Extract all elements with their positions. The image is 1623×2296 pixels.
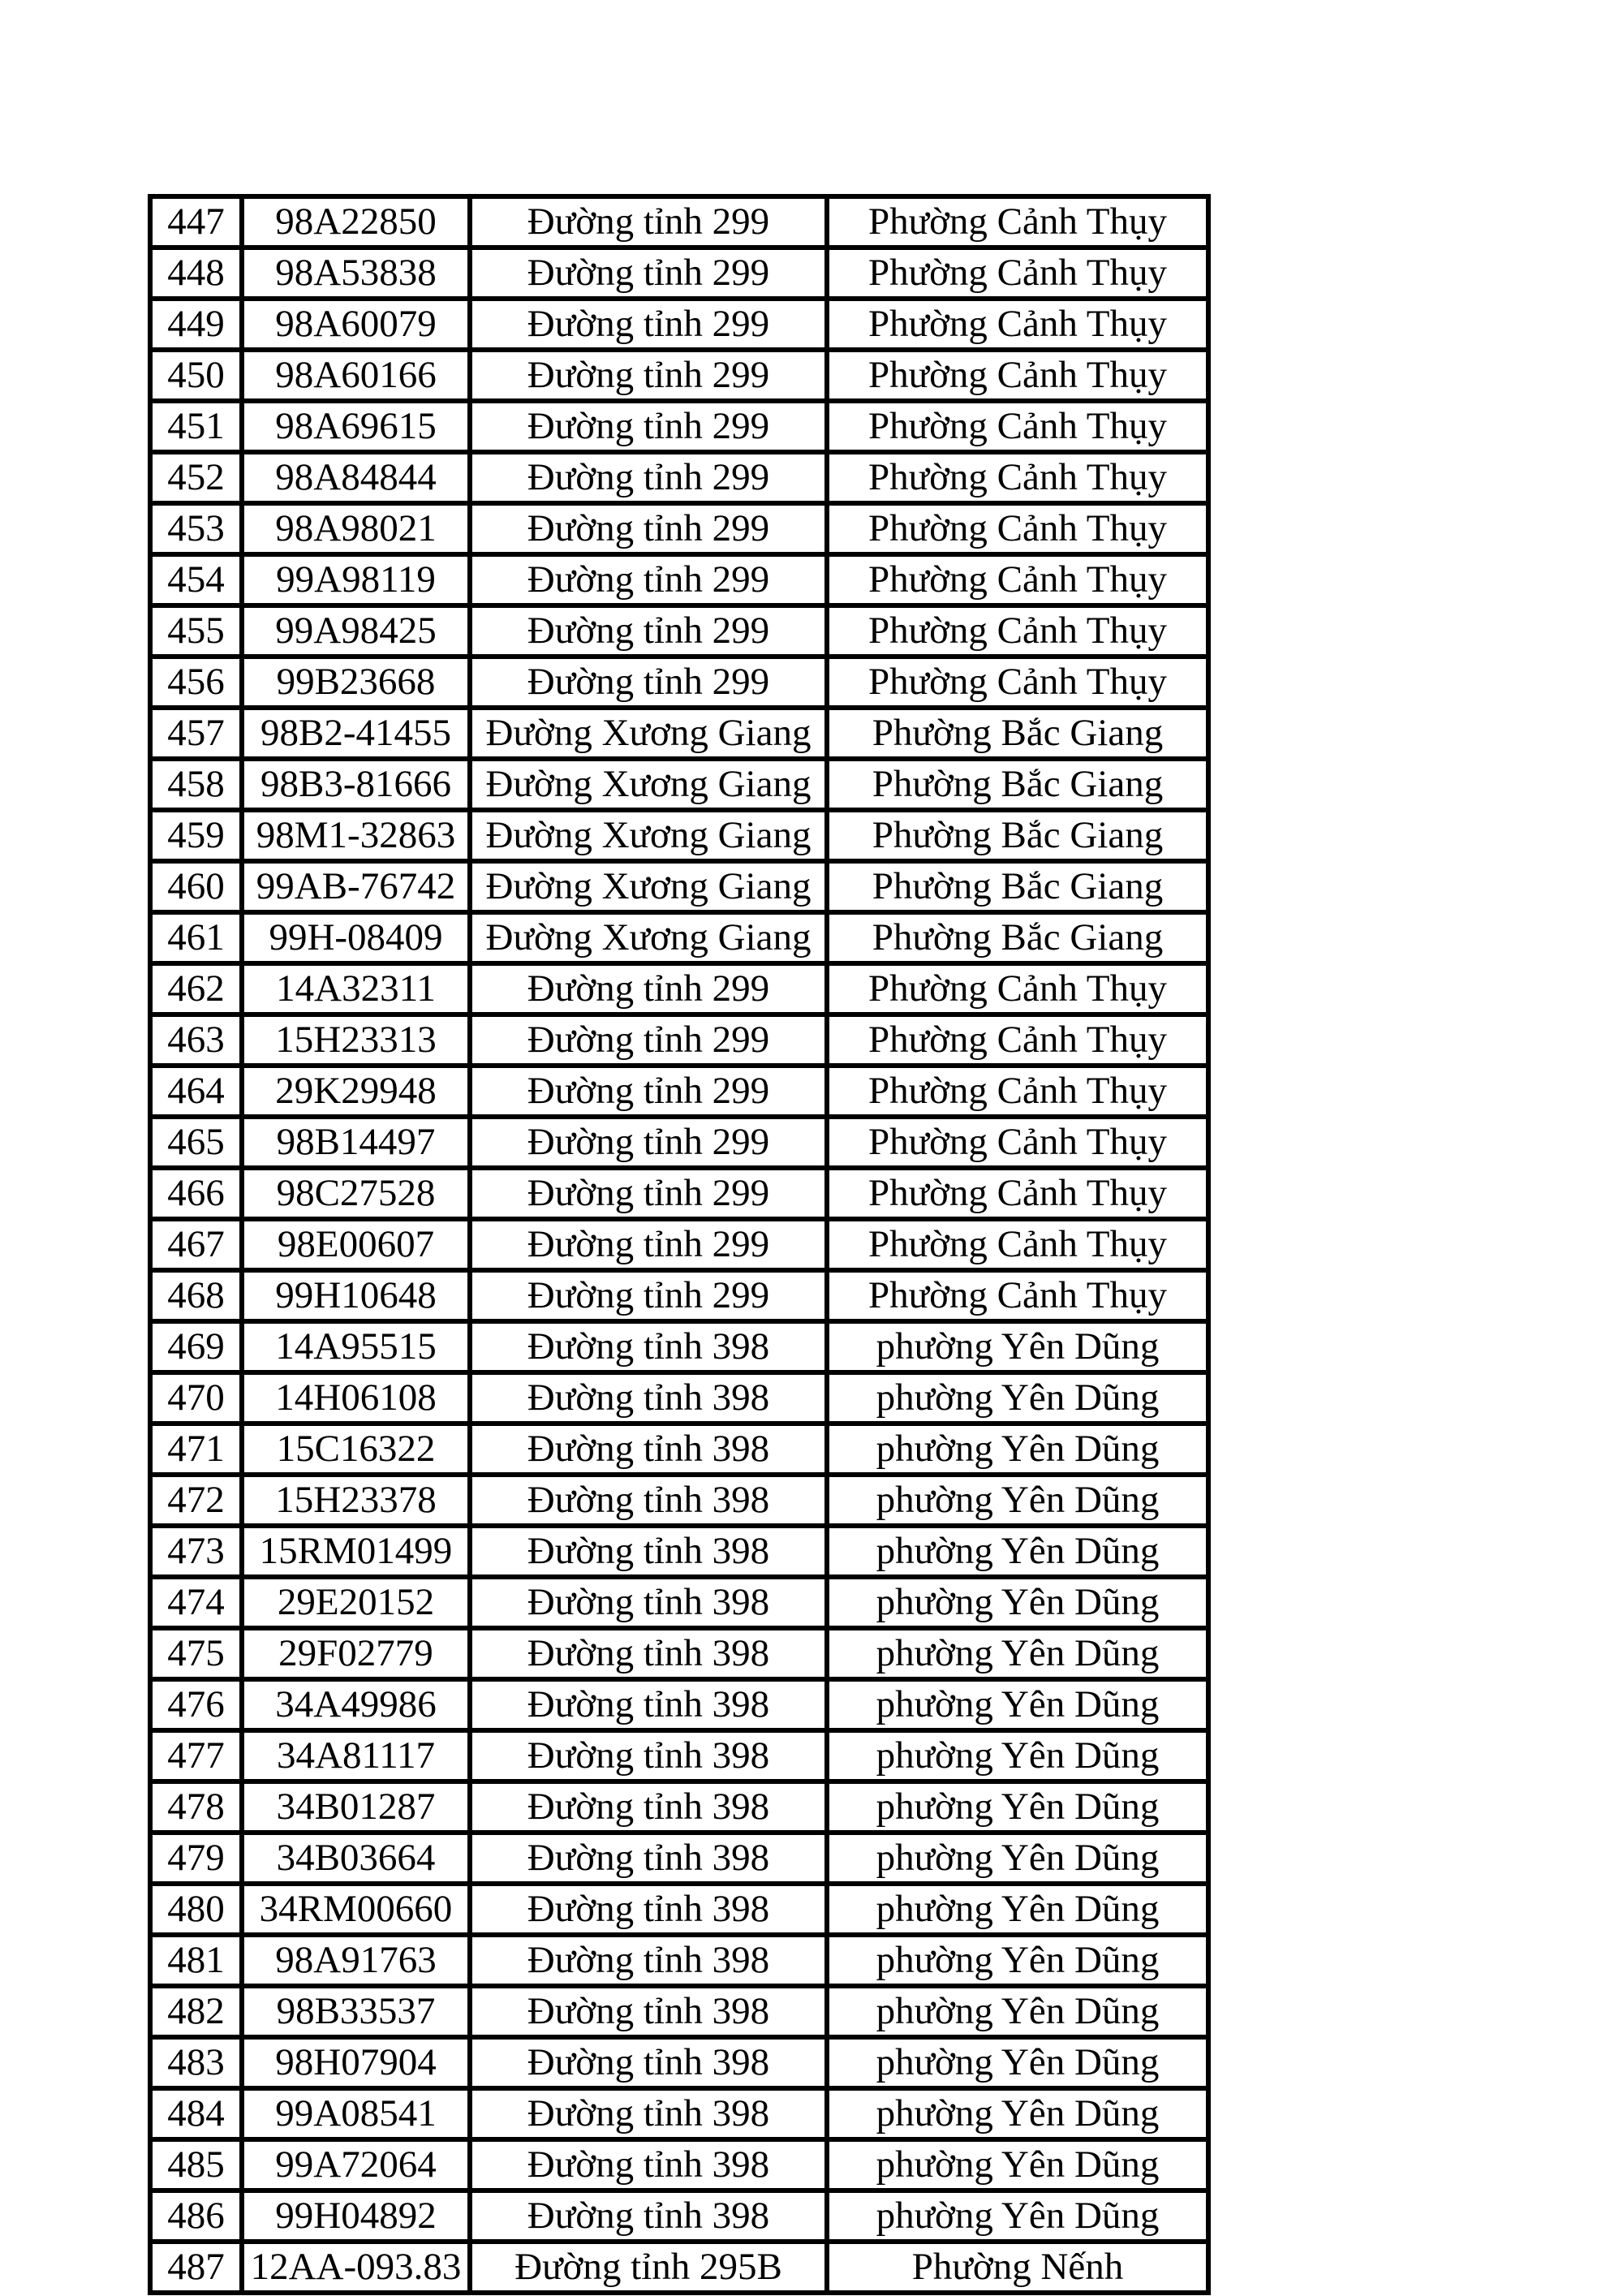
plate-number-cell: 14H06108 [242, 1372, 470, 1424]
row-number-cell: 457 [150, 708, 242, 759]
row-number-cell: 460 [150, 861, 242, 912]
street-cell: Đường Xương Giang [470, 708, 827, 759]
plate-number-cell: 98M1-32863 [242, 810, 470, 861]
street-cell: Đường tỉnh 398 [470, 1935, 827, 1986]
row-number-cell: 477 [150, 1730, 242, 1781]
row-number-cell: 448 [150, 248, 242, 299]
table-row [150, 350, 1208, 401]
street-cell: Đường tỉnh 398 [470, 1884, 827, 1935]
street-cell: Đường tỉnh 299 [470, 963, 827, 1014]
ward-cell: phường Yên Dũng [827, 1935, 1208, 1986]
plate-number-cell: 15C16322 [242, 1424, 470, 1475]
ward-cell: Phường Cảnh Thụy [827, 401, 1208, 452]
row-number-cell: 464 [150, 1066, 242, 1117]
row-number-cell: 456 [150, 657, 242, 708]
street-cell: Đường tỉnh 398 [470, 1679, 827, 1730]
plate-number-cell: 29E20152 [242, 1577, 470, 1628]
row-number-cell: 455 [150, 605, 242, 657]
plate-number-cell: 99A72064 [242, 2139, 470, 2190]
street-cell: Đường tỉnh 398 [470, 1424, 827, 1475]
street-cell: Đường tỉnh 299 [470, 248, 827, 299]
table-row [150, 2139, 1208, 2190]
table-row [150, 401, 1208, 452]
street-cell: Đường Xương Giang [470, 861, 827, 912]
table-row [150, 196, 1208, 248]
ward-cell: Phường Cảnh Thụy [827, 657, 1208, 708]
plate-number-cell: 99A98425 [242, 605, 470, 657]
street-cell: Đường tỉnh 398 [470, 1730, 827, 1781]
plate-number-cell: 98A60079 [242, 299, 470, 350]
street-cell: Đường tỉnh 398 [470, 1475, 827, 1526]
plate-number-cell: 98A60166 [242, 350, 470, 401]
row-number-cell: 458 [150, 759, 242, 810]
row-number-cell: 476 [150, 1679, 242, 1730]
table-row [150, 605, 1208, 657]
plate-number-cell: 29F02779 [242, 1628, 470, 1679]
plate-number-cell: 98A22850 [242, 196, 470, 248]
plate-number-cell: 15H23313 [242, 1014, 470, 1066]
table-row [150, 2190, 1208, 2242]
row-number-cell: 453 [150, 503, 242, 554]
table-row [150, 554, 1208, 605]
table-row [150, 2037, 1208, 2088]
street-cell: Đường tỉnh 295B [470, 2242, 827, 2293]
street-cell: Đường tỉnh 398 [470, 1781, 827, 1833]
row-number-cell: 483 [150, 2037, 242, 2088]
ward-cell: phường Yên Dũng [827, 1628, 1208, 1679]
ward-cell: Phường Cảnh Thụy [827, 503, 1208, 554]
ward-cell: Phường Cảnh Thụy [827, 963, 1208, 1014]
street-cell: Đường tỉnh 299 [470, 1066, 827, 1117]
ward-cell: Phường Cảnh Thụy [827, 350, 1208, 401]
street-cell: Đường tỉnh 398 [470, 2190, 827, 2242]
table-row [150, 1066, 1208, 1117]
street-cell: Đường tỉnh 299 [470, 196, 827, 248]
plate-number-cell: 99H04892 [242, 2190, 470, 2242]
row-number-cell: 466 [150, 1168, 242, 1219]
row-number-cell: 475 [150, 1628, 242, 1679]
table-row [150, 1986, 1208, 2037]
ward-cell: phường Yên Dũng [827, 1526, 1208, 1577]
table-row [150, 861, 1208, 912]
ward-cell: Phường Cảnh Thụy [827, 605, 1208, 657]
plate-number-cell: 98C27528 [242, 1168, 470, 1219]
street-cell: Đường tỉnh 299 [470, 503, 827, 554]
row-number-cell: 481 [150, 1935, 242, 1986]
row-number-cell: 449 [150, 299, 242, 350]
table-row [150, 1730, 1208, 1781]
plate-number-cell: 98A69615 [242, 401, 470, 452]
table-row [150, 963, 1208, 1014]
ward-cell: phường Yên Dũng [827, 1577, 1208, 1628]
street-cell: Đường tỉnh 398 [470, 1628, 827, 1679]
street-cell: Đường tỉnh 398 [470, 1833, 827, 1884]
plate-number-cell: 12AA-093.83 [242, 2242, 470, 2293]
ward-cell: phường Yên Dũng [827, 2190, 1208, 2242]
ward-cell: Phường Cảnh Thụy [827, 196, 1208, 248]
ward-cell: Phường Cảnh Thụy [827, 452, 1208, 503]
plate-number-cell: 34A81117 [242, 1730, 470, 1781]
row-number-cell: 482 [150, 1986, 242, 2037]
street-cell: Đường tỉnh 398 [470, 2139, 827, 2190]
plate-number-cell: 98B33537 [242, 1986, 470, 2037]
row-number-cell: 451 [150, 401, 242, 452]
table-row [150, 1884, 1208, 1935]
table-row [150, 1781, 1208, 1833]
street-cell: Đường tỉnh 299 [470, 1014, 827, 1066]
row-number-cell: 454 [150, 554, 242, 605]
ward-cell: phường Yên Dũng [827, 1884, 1208, 1935]
row-number-cell: 485 [150, 2139, 242, 2190]
ward-cell: Phường Bắc Giang [827, 759, 1208, 810]
street-cell: Đường tỉnh 398 [470, 1372, 827, 1424]
plate-number-cell: 98H07904 [242, 2037, 470, 2088]
plate-number-cell: 98A98021 [242, 503, 470, 554]
ward-cell: Phường Cảnh Thụy [827, 1066, 1208, 1117]
plate-number-cell: 15H23378 [242, 1475, 470, 1526]
ward-cell: Phường Cảnh Thụy [827, 1270, 1208, 1321]
plate-number-cell: 99A08541 [242, 2088, 470, 2139]
plate-number-cell: 98B14497 [242, 1117, 470, 1168]
ward-cell: Phường Cảnh Thụy [827, 1117, 1208, 1168]
plate-number-cell: 99H-08409 [242, 912, 470, 963]
table-row [150, 657, 1208, 708]
street-cell: Đường tỉnh 299 [470, 299, 827, 350]
table-row [150, 2088, 1208, 2139]
ward-cell: Phường Bắc Giang [827, 861, 1208, 912]
row-number-cell: 465 [150, 1117, 242, 1168]
row-number-cell: 468 [150, 1270, 242, 1321]
street-cell: Đường tỉnh 299 [470, 1219, 827, 1270]
plate-number-cell: 29K29948 [242, 1066, 470, 1117]
ward-cell: Phường Cảnh Thụy [827, 299, 1208, 350]
row-number-cell: 447 [150, 196, 242, 248]
plate-number-cell: 99AB-76742 [242, 861, 470, 912]
plate-number-cell: 98B3-81666 [242, 759, 470, 810]
row-number-cell: 478 [150, 1781, 242, 1833]
street-cell: Đường Xương Giang [470, 810, 827, 861]
ward-cell: phường Yên Dũng [827, 2088, 1208, 2139]
table-row [150, 248, 1208, 299]
plate-number-cell: 98A84844 [242, 452, 470, 503]
plate-number-cell: 15RM01499 [242, 1526, 470, 1577]
table-row [150, 1628, 1208, 1679]
table-row [150, 1526, 1208, 1577]
plate-number-cell: 34B01287 [242, 1781, 470, 1833]
table-row [150, 2242, 1208, 2293]
street-cell: Đường tỉnh 299 [470, 452, 827, 503]
plate-number-cell: 34RM00660 [242, 1884, 470, 1935]
table-row [150, 759, 1208, 810]
plate-number-cell: 34A49986 [242, 1679, 470, 1730]
street-cell: Đường Xương Giang [470, 912, 827, 963]
table-row [150, 1270, 1208, 1321]
row-number-cell: 467 [150, 1219, 242, 1270]
row-number-cell: 479 [150, 1833, 242, 1884]
street-cell: Đường tỉnh 299 [470, 1117, 827, 1168]
table-row [150, 1372, 1208, 1424]
ward-cell: phường Yên Dũng [827, 2139, 1208, 2190]
table-row [150, 1424, 1208, 1475]
ward-cell: phường Yên Dũng [827, 1730, 1208, 1781]
table-row [150, 1935, 1208, 1986]
row-number-cell: 459 [150, 810, 242, 861]
row-number-cell: 470 [150, 1372, 242, 1424]
plate-number-cell: 98B2-41455 [242, 708, 470, 759]
ward-cell: Phường Cảnh Thụy [827, 1014, 1208, 1066]
street-cell: Đường tỉnh 299 [470, 401, 827, 452]
ward-cell: Phường Bắc Giang [827, 912, 1208, 963]
street-cell: Đường tỉnh 299 [470, 605, 827, 657]
row-number-cell: 472 [150, 1475, 242, 1526]
table-row [150, 1577, 1208, 1628]
table-row [150, 1219, 1208, 1270]
street-cell: Đường tỉnh 398 [470, 1526, 827, 1577]
table-row [150, 1014, 1208, 1066]
row-number-cell: 474 [150, 1577, 242, 1628]
ward-cell: phường Yên Dũng [827, 1321, 1208, 1372]
street-cell: Đường tỉnh 299 [470, 1270, 827, 1321]
table-row [150, 1833, 1208, 1884]
row-number-cell: 480 [150, 1884, 242, 1935]
row-number-cell: 452 [150, 452, 242, 503]
street-cell: Đường tỉnh 398 [470, 1986, 827, 2037]
row-number-cell: 473 [150, 1526, 242, 1577]
row-number-cell: 471 [150, 1424, 242, 1475]
plate-number-cell: 14A32311 [242, 963, 470, 1014]
ward-cell: phường Yên Dũng [827, 1679, 1208, 1730]
table-body [150, 196, 1208, 2293]
ward-cell: Phường Cảnh Thụy [827, 1168, 1208, 1219]
ward-cell: phường Yên Dũng [827, 1986, 1208, 2037]
table-row [150, 1475, 1208, 1526]
ward-cell: phường Yên Dũng [827, 1424, 1208, 1475]
row-number-cell: 484 [150, 2088, 242, 2139]
street-cell: Đường tỉnh 299 [470, 1168, 827, 1219]
table-row [150, 1168, 1208, 1219]
row-number-cell: 469 [150, 1321, 242, 1372]
license-plate-table [148, 194, 1211, 2295]
ward-cell: Phường Cảnh Thụy [827, 248, 1208, 299]
row-number-cell: 450 [150, 350, 242, 401]
row-number-cell: 462 [150, 963, 242, 1014]
street-cell: Đường tỉnh 299 [470, 554, 827, 605]
street-cell: Đường tỉnh 398 [470, 2037, 827, 2088]
plate-number-cell: 99H10648 [242, 1270, 470, 1321]
street-cell: Đường tỉnh 398 [470, 2088, 827, 2139]
table-row [150, 912, 1208, 963]
ward-cell: Phường Bắc Giang [827, 708, 1208, 759]
ward-cell: phường Yên Dũng [827, 1833, 1208, 1884]
plate-number-cell: 98A91763 [242, 1935, 470, 1986]
ward-cell: Phường Nếnh [827, 2242, 1208, 2293]
plate-number-cell: 34B03664 [242, 1833, 470, 1884]
table-row [150, 810, 1208, 861]
row-number-cell: 487 [150, 2242, 242, 2293]
ward-cell: phường Yên Dũng [827, 1475, 1208, 1526]
ward-cell: Phường Cảnh Thụy [827, 1219, 1208, 1270]
ward-cell: phường Yên Dũng [827, 2037, 1208, 2088]
plate-number-cell: 99B23668 [242, 657, 470, 708]
table-row [150, 299, 1208, 350]
plate-number-cell: 14A95515 [242, 1321, 470, 1372]
ward-cell: Phường Bắc Giang [827, 810, 1208, 861]
plate-number-cell: 98A53838 [242, 248, 470, 299]
table-row [150, 452, 1208, 503]
table-row [150, 1679, 1208, 1730]
street-cell: Đường tỉnh 398 [470, 1577, 827, 1628]
table-row [150, 503, 1208, 554]
row-number-cell: 461 [150, 912, 242, 963]
table-row [150, 1321, 1208, 1372]
plate-number-cell: 98E00607 [242, 1219, 470, 1270]
table-row [150, 1117, 1208, 1168]
ward-cell: phường Yên Dũng [827, 1781, 1208, 1833]
row-number-cell: 486 [150, 2190, 242, 2242]
ward-cell: phường Yên Dũng [827, 1372, 1208, 1424]
street-cell: Đường tỉnh 299 [470, 350, 827, 401]
row-number-cell: 463 [150, 1014, 242, 1066]
street-cell: Đường tỉnh 299 [470, 657, 827, 708]
ward-cell: Phường Cảnh Thụy [827, 554, 1208, 605]
plate-number-cell: 99A98119 [242, 554, 470, 605]
table-row [150, 708, 1208, 759]
street-cell: Đường tỉnh 398 [470, 1321, 827, 1372]
street-cell: Đường Xương Giang [470, 759, 827, 810]
